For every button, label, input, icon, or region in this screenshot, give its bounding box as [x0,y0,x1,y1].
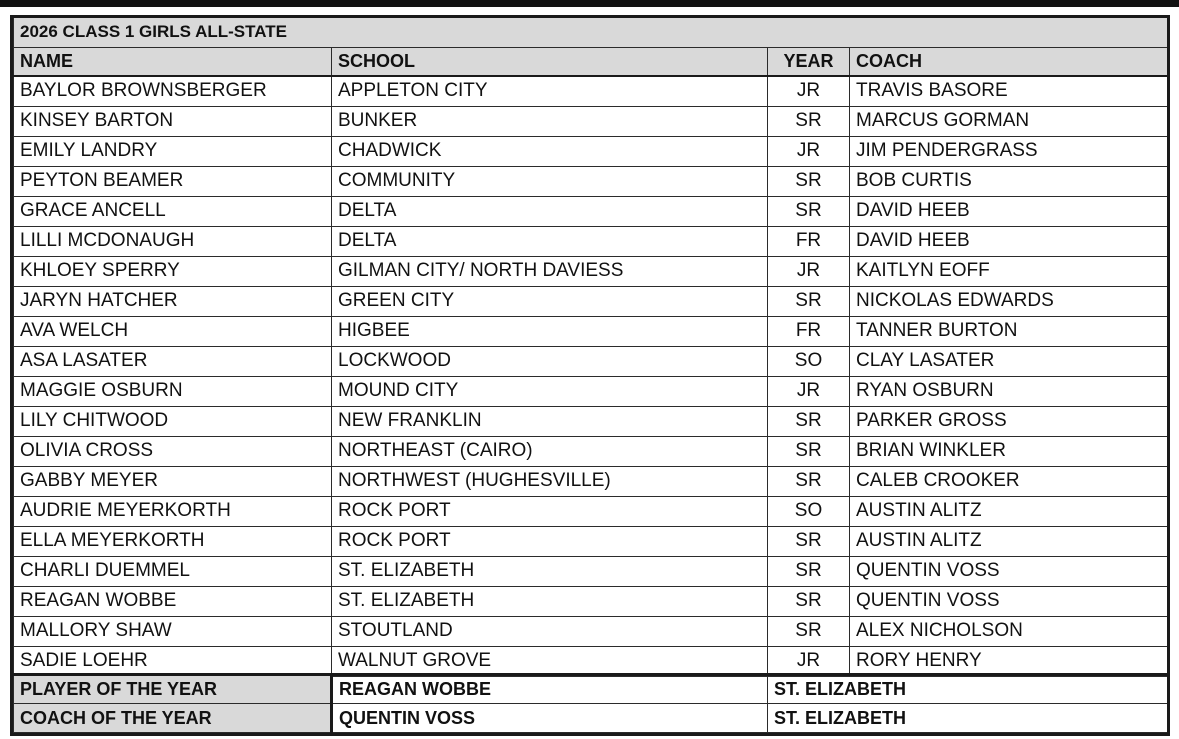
year-cell: SR [768,106,850,136]
school-cell: NEW FRANKLIN [332,406,768,436]
table-row [14,166,1168,196]
table-row [14,496,1168,526]
player-name-cell: PEYTON BEAMER [14,166,332,196]
column-header-year: YEAR [768,47,850,76]
year-cell: FR [768,226,850,256]
school-cell: ST. ELIZABETH [332,586,768,616]
header-row [14,47,1168,76]
year-cell: JR [768,646,850,676]
top-border-bar [0,0,1179,7]
year-cell: SO [768,346,850,376]
award-row [14,675,1168,704]
award-winner-cell: QUENTIN VOSS [332,704,768,733]
table-row [14,466,1168,496]
table-row [14,616,1168,646]
award-winner-cell: REAGAN WOBBE [332,675,768,704]
school-cell: NORTHWEST (HUGHESVILLE) [332,466,768,496]
school-cell: ST. ELIZABETH [332,556,768,586]
coach-cell: DAVID HEEB [850,226,1168,256]
year-cell: JR [768,136,850,166]
school-cell: COMMUNITY [332,166,768,196]
year-cell: SR [768,286,850,316]
award-label-cell: COACH OF THE YEAR [14,704,332,733]
player-name-cell: REAGAN WOBBE [14,586,332,616]
page-title: 2026 CLASS 1 GIRLS ALL-STATE [14,18,1168,47]
school-cell: ROCK PORT [332,526,768,556]
player-name-cell: BAYLOR BROWNSBERGER [14,76,332,106]
table-row [14,256,1168,286]
title-row [14,18,1168,47]
player-rows [14,76,1168,676]
table-row [14,76,1168,106]
coach-cell: KAITLYN EOFF [850,256,1168,286]
column-header-coach: COACH [850,47,1168,76]
player-name-cell: LILY CHITWOOD [14,406,332,436]
table-row [14,406,1168,436]
year-cell: SR [768,196,850,226]
school-cell: CHADWICK [332,136,768,166]
coach-cell: QUENTIN VOSS [850,586,1168,616]
year-cell: JR [768,256,850,286]
coach-cell: CALEB CROOKER [850,466,1168,496]
coach-cell: RYAN OSBURN [850,376,1168,406]
school-cell: LOCKWOOD [332,346,768,376]
coach-cell: TANNER BURTON [850,316,1168,346]
player-name-cell: EMILY LANDRY [14,136,332,166]
coach-cell: DAVID HEEB [850,196,1168,226]
player-name-cell: ELLA MEYERKORTH [14,526,332,556]
coach-cell: BOB CURTIS [850,166,1168,196]
player-name-cell: GRACE ANCELL [14,196,332,226]
player-name-cell: CHARLI DUEMMEL [14,556,332,586]
table-row [14,376,1168,406]
year-cell: FR [768,316,850,346]
school-cell: DELTA [332,226,768,256]
column-header-name: NAME [14,47,332,76]
award-label-cell: PLAYER OF THE YEAR [14,675,332,704]
table-row [14,646,1168,676]
coach-cell: TRAVIS BASORE [850,76,1168,106]
player-name-cell: KINSEY BARTON [14,106,332,136]
year-cell: SO [768,496,850,526]
year-cell: JR [768,76,850,106]
school-cell: WALNUT GROVE [332,646,768,676]
player-name-cell: AVA WELCH [14,316,332,346]
table-row [14,226,1168,256]
school-cell: GREEN CITY [332,286,768,316]
player-name-cell: MALLORY SHAW [14,616,332,646]
coach-cell: AUSTIN ALITZ [850,526,1168,556]
coach-cell: RORY HENRY [850,646,1168,676]
player-name-cell: AUDRIE MEYERKORTH [14,496,332,526]
year-cell: SR [768,526,850,556]
coach-cell: AUSTIN ALITZ [850,496,1168,526]
coach-cell: QUENTIN VOSS [850,556,1168,586]
school-cell: NORTHEAST (CAIRO) [332,436,768,466]
year-cell: JR [768,376,850,406]
school-cell: GILMAN CITY/ NORTH DAVIESS [332,256,768,286]
coach-cell: MARCUS GORMAN [850,106,1168,136]
school-cell: APPLETON CITY [332,76,768,106]
coach-cell: NICKOLAS EDWARDS [850,286,1168,316]
table-row [14,436,1168,466]
table-row [14,526,1168,556]
player-name-cell: LILLI MCDONAUGH [14,226,332,256]
award-school-cell: ST. ELIZABETH [768,675,1168,704]
all-state-sheet [10,15,1170,736]
table-row [14,106,1168,136]
year-cell: SR [768,466,850,496]
table-row [14,346,1168,376]
column-header-school: SCHOOL [332,47,768,76]
player-name-cell: GABBY MEYER [14,466,332,496]
school-cell: DELTA [332,196,768,226]
school-cell: HIGBEE [332,316,768,346]
school-cell: ROCK PORT [332,496,768,526]
year-cell: SR [768,586,850,616]
player-name-cell: MAGGIE OSBURN [14,376,332,406]
player-name-cell: ASA LASATER [14,346,332,376]
year-cell: SR [768,406,850,436]
table-row [14,286,1168,316]
award-school-cell: ST. ELIZABETH [768,704,1168,733]
awards-table [13,673,1168,733]
year-cell: SR [768,166,850,196]
school-cell: BUNKER [332,106,768,136]
coach-cell: JIM PENDERGRASS [850,136,1168,166]
table-row [14,556,1168,586]
year-cell: SR [768,436,850,466]
table-row [14,316,1168,346]
school-cell: STOUTLAND [332,616,768,646]
coach-cell: PARKER GROSS [850,406,1168,436]
year-cell: SR [768,616,850,646]
table-row [14,586,1168,616]
player-name-cell: JARYN HATCHER [14,286,332,316]
table-row [14,136,1168,166]
player-name-cell: OLIVIA CROSS [14,436,332,466]
table-row [14,196,1168,226]
award-rows [14,675,1168,733]
player-name-cell: SADIE LOEHR [14,646,332,676]
coach-cell: CLAY LASATER [850,346,1168,376]
year-cell: SR [768,556,850,586]
player-name-cell: KHLOEY SPERRY [14,256,332,286]
roster-table [13,18,1168,677]
award-row [14,704,1168,733]
coach-cell: ALEX NICHOLSON [850,616,1168,646]
school-cell: MOUND CITY [332,376,768,406]
coach-cell: BRIAN WINKLER [850,436,1168,466]
